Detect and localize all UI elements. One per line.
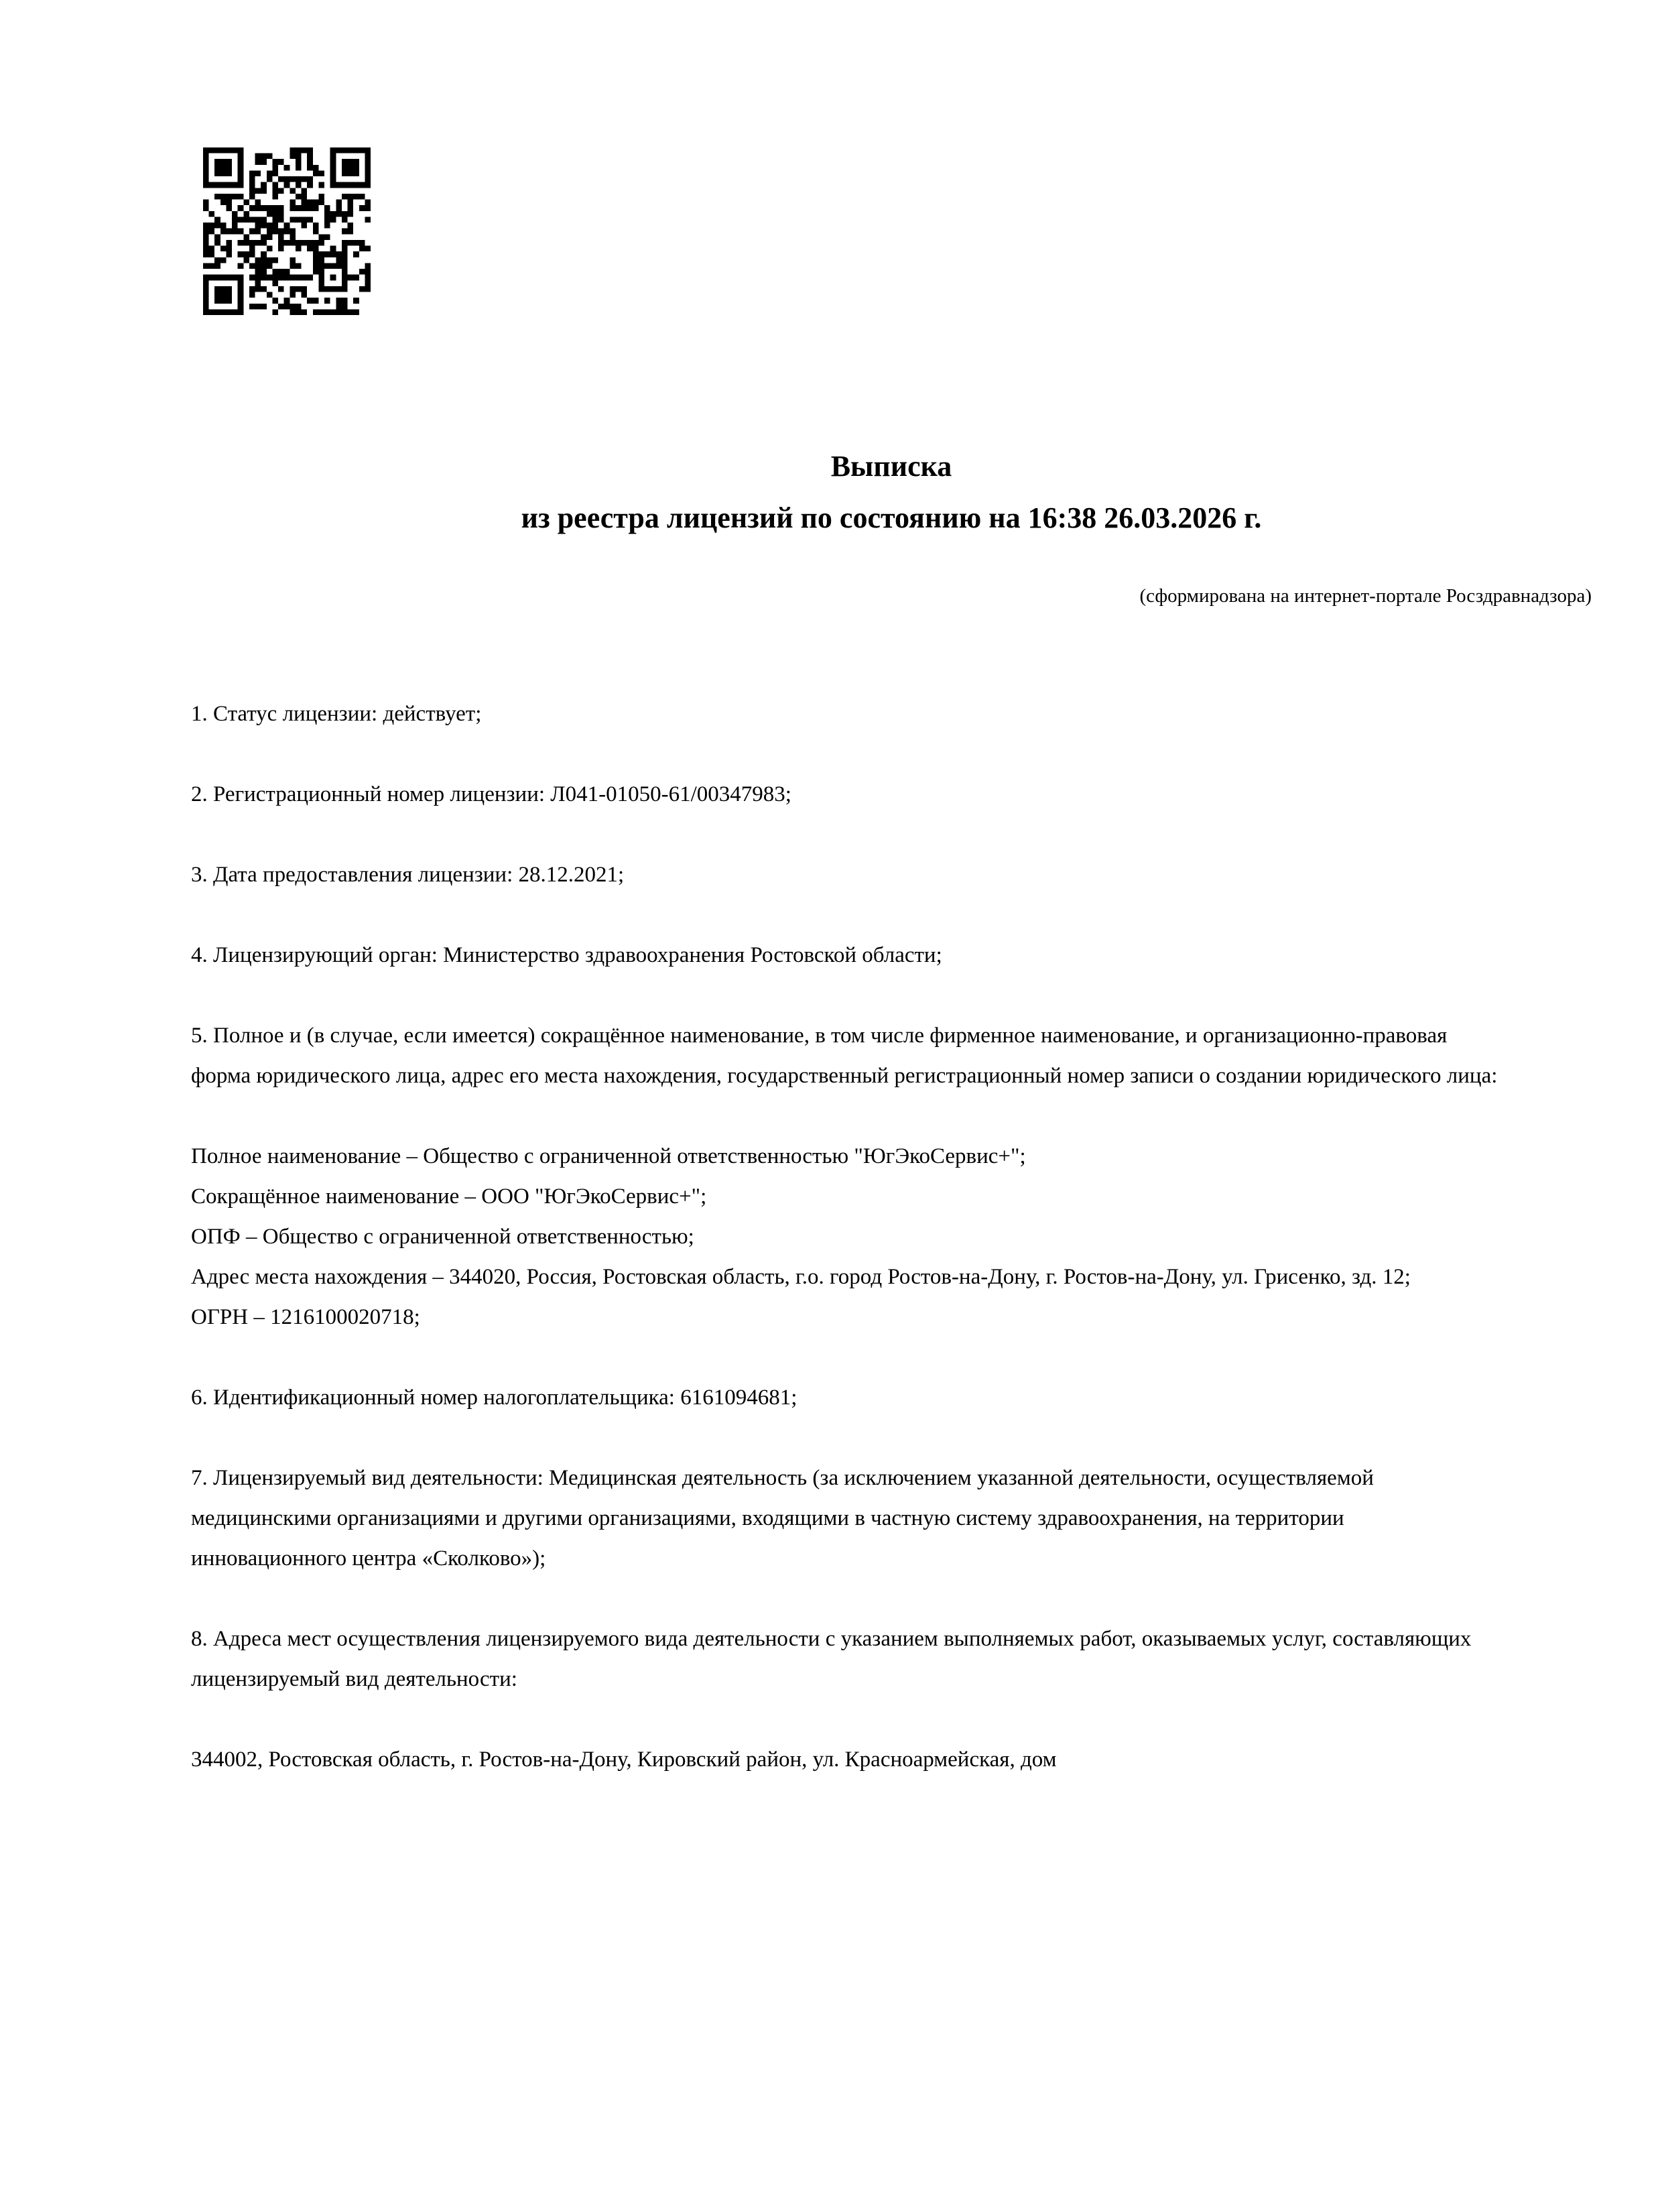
paragraph-license-status: 1. Статус лицензии: действует; [191, 702, 482, 726]
paragraph-ogrn: ОГРН – 1216100020718; [191, 1305, 420, 1329]
formation-note: (сформирована на интернет-портале Росздравнадзора) [1139, 585, 1592, 607]
paragraph-inn: 6. Идентификационный номер налогоплательщика: 6161094681; [191, 1386, 797, 1410]
paragraph-registration-number: 2. Регистрационный номер лицензии: Л041-01050-61/00347983; [191, 782, 791, 806]
paragraph-grant-date: 3. Дата предоставления лицензии: 28.12.2021; [191, 863, 625, 887]
paragraph-licensing-authority: 4. Лицензирующий орган: Министерство здравоохранения Ростовской области; [191, 943, 942, 967]
paragraph-short-name: Сокращённое наименование – ООО "ЮгЭкоСервис+"; [191, 1184, 707, 1209]
paragraph-opf: ОПФ – Общество с ограниченной ответственностью; [191, 1225, 694, 1249]
paragraph-activity-type: 7. Лицензируемый вид деятельности: Медицинская деятельность (за исключением указанной деятельности, осуществляемой медицинскими организациями и другими организациями, входящими в частную систему здравоохранения, на территории инновационного центра «Сколково»); [191, 1466, 1374, 1571]
paragraph-legal-entity-intro: 5. Полное и (в случае, если имеется) сокращённое наименование, в том числе фирменное наименование, и организационно-правовая форма юридического лица, адрес его места нахождения, государственный регистрационный номер записи о создании юридического лица: [191, 1024, 1498, 1088]
qr-code [203, 147, 371, 315]
title-line-1: Выписка [830, 450, 952, 483]
document-body [191, 694, 1498, 1780]
paragraph-activity-addresses-intro: 8. Адреса мест осуществления лицензируемого вида деятельности с указанием выполняемых работ, оказываемых услуг, составляющих лицензируемый вид деятельности: [191, 1627, 1472, 1691]
paragraph-activity-address: 344002, Ростовская область, г. Ростов-на-Дону, Кировский район, ул. Красноармейская, дом [191, 1747, 1057, 1772]
paragraph-legal-address: Адрес места нахождения – 344020, Россия, Ростовская область, г.о. город Ростов-на-Дону, г. Ростов-на-Дону, ул. Грисенко, зд. 12; [191, 1265, 1411, 1289]
paragraph-full-name: Полное наименование – Общество с ограниченной ответственностью "ЮгЭкоСервис+"; [191, 1144, 1026, 1168]
document-title [191, 440, 1592, 544]
title-line-2: из реестра лицензий по состоянию на 16:38 26.03.2026 г. [521, 501, 1262, 534]
